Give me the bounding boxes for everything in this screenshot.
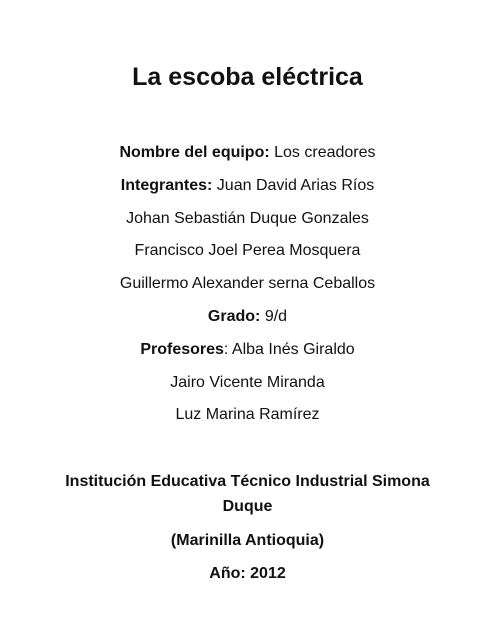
members-line xyxy=(0,176,495,196)
teachers-label: Profesores xyxy=(140,341,224,358)
teachers-line xyxy=(0,340,495,360)
member-name: Francisco Joel Perea Mosquera xyxy=(134,242,361,259)
team-name-value: Los creadores xyxy=(269,144,376,161)
members-label: Integrantes: xyxy=(120,177,213,194)
grade-label: Grado: xyxy=(207,308,261,325)
document-title: La escoba eléctrica xyxy=(132,63,363,91)
teacher-name: : Alba Inés Giraldo xyxy=(223,341,355,358)
location: (Marinilla Antioquia) xyxy=(170,532,325,549)
member-name: Johan Sebastián Duque Gonzales xyxy=(126,210,369,227)
institution-line-2: Duque xyxy=(222,498,273,515)
grade-line xyxy=(0,307,495,327)
team-name-label: Nombre del equipo: xyxy=(119,144,270,161)
institution-line-1: Institución Educativa Técnico Industrial Simona xyxy=(65,473,430,490)
teacher-name: Jairo Vicente Miranda xyxy=(170,374,325,391)
member-name: Juan David Arias Ríos xyxy=(212,177,375,194)
team-name-line xyxy=(0,143,495,163)
year: Año: 2012 xyxy=(209,565,286,582)
grade-value: 9/d xyxy=(260,308,288,325)
teacher-name: Luz Marina Ramírez xyxy=(175,406,320,423)
member-name: Guillermo Alexander serna Ceballos xyxy=(119,275,376,292)
